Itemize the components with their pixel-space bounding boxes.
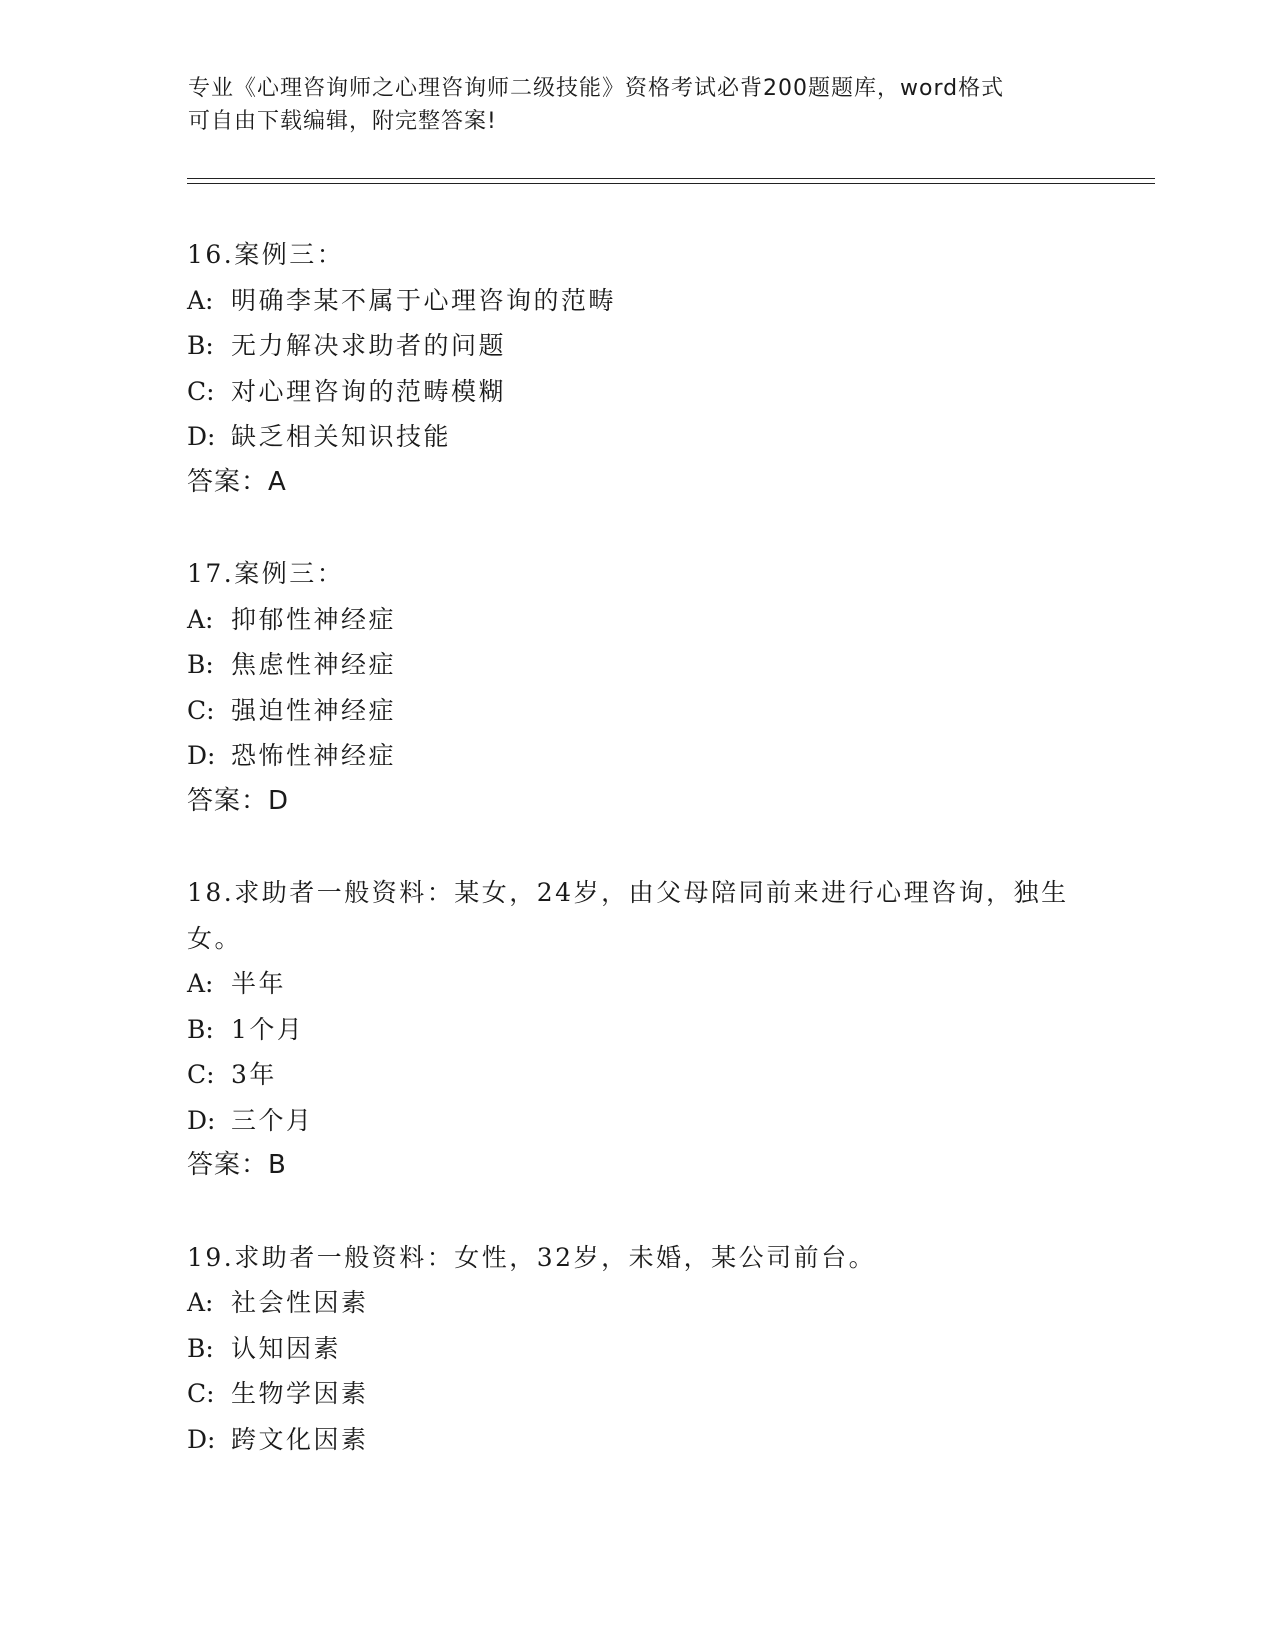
option-text: 跨文化因素: [231, 1424, 369, 1454]
question-list: [187, 232, 1087, 1508]
question-stem: 16.案例三：: [187, 240, 345, 269]
option-letter: C:: [187, 1379, 215, 1408]
header-rule-top: [187, 178, 1155, 179]
answer-line: 答案：B: [187, 1150, 287, 1180]
option-text: 抑郁性神经症: [231, 604, 397, 634]
option-text: 三个月: [231, 1105, 314, 1135]
question-stem: 19.求助者一般资料：女性，32岁，未婚，某公司前台。: [187, 1242, 877, 1272]
option-letter: D:: [187, 1424, 216, 1454]
question-stem: 17.案例三：: [187, 559, 345, 588]
option-text: 对心理咨询的范畴模糊: [231, 376, 507, 406]
option-text: 1个月: [231, 1014, 305, 1044]
option-d: [187, 414, 1087, 460]
option-letter: B:: [187, 1333, 214, 1363]
option-b: [187, 642, 1087, 688]
question-16: [187, 232, 1087, 505]
option-letter: B:: [187, 650, 214, 679]
option-b: [187, 323, 1087, 369]
header-rule-bottom: [187, 183, 1155, 184]
question-stem: 18.求助者一般资料：某女，24岁，由父母陪同前来进行心理咨询，独生女。: [187, 878, 1069, 953]
option-d: [187, 733, 1087, 779]
option-a: [187, 961, 1087, 1007]
option-c: [187, 1371, 1087, 1417]
option-letter: D:: [187, 422, 216, 451]
option-text: 社会性因素: [231, 1288, 369, 1317]
option-text: 无力解决求助者的问题: [231, 331, 507, 360]
option-d: [187, 1417, 1087, 1463]
option-text: 焦虑性神经症: [231, 650, 397, 679]
option-letter: B:: [187, 331, 214, 360]
option-c: [187, 1052, 1087, 1098]
option-letter: A:: [187, 604, 214, 634]
header-line-2: 可自由下载编辑，附完整答案!: [188, 109, 497, 134]
option-text: 强迫性神经症: [231, 695, 397, 725]
option-d: [187, 1098, 1087, 1144]
option-a: [187, 597, 1087, 643]
option-b: [187, 1007, 1087, 1053]
option-a: [187, 1280, 1087, 1326]
document-header: [188, 72, 1088, 138]
option-a: [187, 278, 1087, 324]
option-text: 认知因素: [231, 1333, 342, 1363]
option-b: [187, 1326, 1087, 1372]
option-text: 半年: [231, 969, 287, 998]
option-letter: D:: [187, 741, 216, 770]
question-19: [187, 1235, 1087, 1463]
option-text: 缺乏相关知识技能: [231, 422, 452, 451]
option-letter: C:: [187, 376, 215, 406]
option-text: 3年: [231, 1060, 277, 1089]
option-letter: A:: [187, 285, 214, 315]
option-text: 明确李某不属于心理咨询的范畴: [231, 285, 617, 315]
answer-line: 答案：A: [187, 466, 287, 497]
option-letter: C:: [187, 695, 215, 725]
option-letter: A:: [187, 969, 214, 998]
option-c: [187, 369, 1087, 415]
option-letter: A:: [187, 1288, 214, 1317]
option-text: 恐怖性神经症: [231, 741, 397, 770]
option-letter: C:: [187, 1060, 215, 1089]
option-text: 生物学因素: [231, 1379, 369, 1408]
option-c: [187, 688, 1087, 734]
option-letter: D:: [187, 1105, 216, 1135]
answer-line: 答案：D: [187, 785, 290, 816]
option-letter: B:: [187, 1014, 214, 1044]
question-17: [187, 551, 1087, 824]
header-line-1: 专业《心理咨询师之心理咨询师二级技能》资格考试必背200题题库，word格式: [188, 76, 1005, 101]
question-18: [187, 870, 1087, 1189]
